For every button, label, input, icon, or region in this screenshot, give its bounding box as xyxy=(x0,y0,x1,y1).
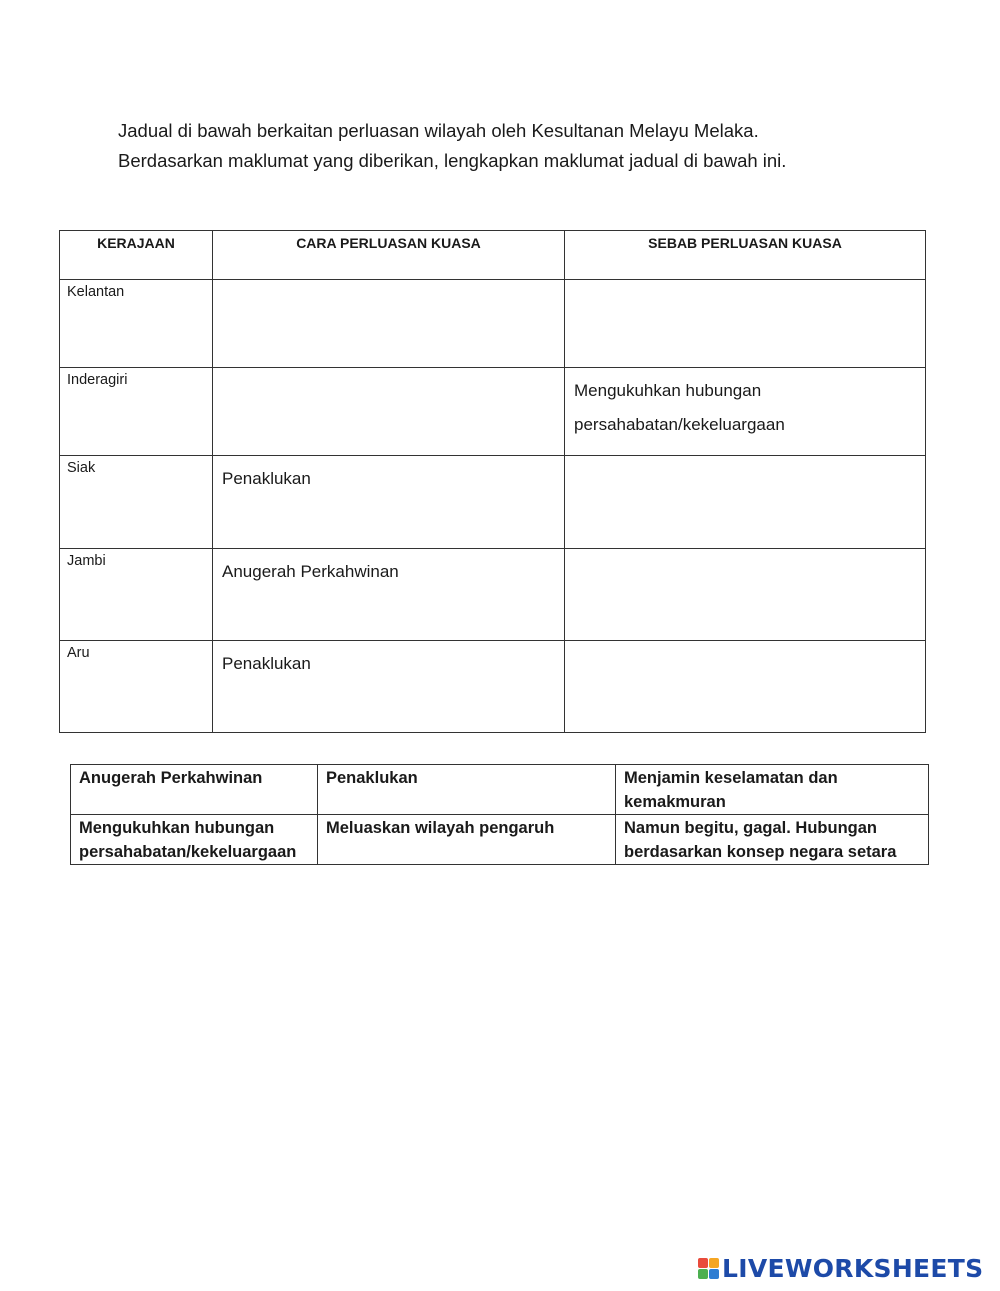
table-header-row xyxy=(60,231,926,280)
kingdom-cell: Siak xyxy=(60,456,213,549)
table-row xyxy=(60,280,926,368)
logo-text: LIVEWORKSHEETS xyxy=(722,1254,984,1283)
logo-blocks-icon xyxy=(698,1258,719,1279)
method-answer-cell[interactable] xyxy=(213,368,565,456)
reason-answer-cell[interactable] xyxy=(565,456,926,549)
kingdom-cell: Jambi xyxy=(60,549,213,641)
answer-option[interactable]: Mengukuhkan hubungan persahabatan/kekeluargaan xyxy=(71,815,318,865)
kingdom-cell: Aru xyxy=(60,641,213,733)
reason-answer-cell[interactable] xyxy=(565,280,926,368)
method-answer-cell[interactable] xyxy=(213,280,565,368)
logo-block xyxy=(698,1258,708,1268)
table-row xyxy=(60,456,926,549)
answer-option[interactable]: Meluaskan wilayah pengaruh xyxy=(318,815,616,865)
kingdom-cell: Inderagiri xyxy=(60,368,213,456)
header-reason: SEBAB PERLUASAN KUASA xyxy=(565,231,926,280)
logo-block xyxy=(698,1269,708,1279)
reason-answer-cell[interactable] xyxy=(565,549,926,641)
method-answer-cell[interactable]: Penaklukan xyxy=(213,641,565,733)
answer-option[interactable]: Penaklukan xyxy=(318,765,616,815)
table-row xyxy=(60,641,926,733)
kingdom-cell: Kelantan xyxy=(60,280,213,368)
instructions xyxy=(118,116,918,176)
logo-block xyxy=(709,1269,719,1279)
table-row xyxy=(60,549,926,641)
instruction-line-2: Berdasarkan maklumat yang diberikan, lengkapkan maklumat jadual di bawah ini. xyxy=(118,150,787,171)
method-answer-cell[interactable]: Anugerah Perkahwinan xyxy=(213,549,565,641)
table-row xyxy=(60,368,926,456)
logo-block xyxy=(709,1258,719,1268)
reason-answer-cell[interactable]: Mengukuhkan hubungan persahabatan/kekeluargaan xyxy=(565,368,926,456)
answer-option[interactable]: Anugerah Perkahwinan xyxy=(71,765,318,815)
answer-bank-table xyxy=(70,764,929,865)
expansion-table xyxy=(59,230,926,733)
table-row xyxy=(71,765,929,815)
table-row xyxy=(71,815,929,865)
reason-answer-cell[interactable] xyxy=(565,641,926,733)
liveworksheets-logo xyxy=(698,1254,983,1283)
method-answer-cell[interactable]: Penaklukan xyxy=(213,456,565,549)
answer-option[interactable]: Menjamin keselamatan dan kemakmuran xyxy=(616,765,929,815)
header-kingdom: KERAJAAN xyxy=(60,231,213,280)
instruction-line-1: Jadual di bawah berkaitan perluasan wilayah oleh Kesultanan Melayu Melaka. xyxy=(118,120,759,141)
header-method: CARA PERLUASAN KUASA xyxy=(213,231,565,280)
answer-option[interactable]: Namun begitu, gagal. Hubungan berdasarkan konsep negara setara xyxy=(616,815,929,865)
